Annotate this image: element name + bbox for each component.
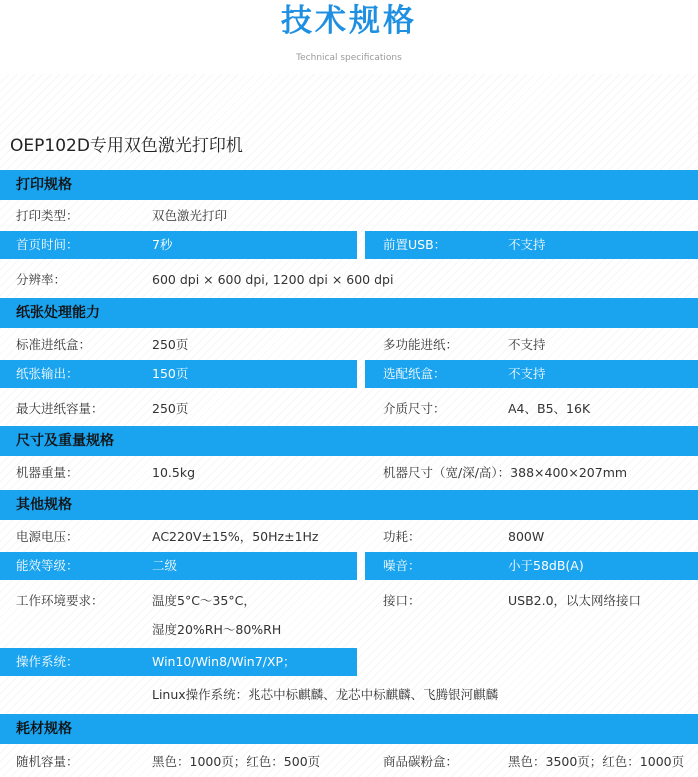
media-size-label: 介质尺寸： [383, 401, 446, 416]
media-size-value: A4、B5、16K [508, 401, 591, 416]
weight-label: 机器重量： [16, 465, 79, 480]
front-usb-value: 不支持 [508, 237, 546, 252]
opt-tray-label: 选配纸盒： [383, 366, 446, 381]
section-print-specs: 打印规格 [0, 170, 698, 200]
page-header [0, 0, 698, 74]
section-consumables: 耗材规格 [0, 714, 698, 744]
front-usb-label: 前置USB： [383, 237, 447, 252]
energy-value: 二级 [152, 558, 178, 573]
max-feed-value: 250页 [152, 401, 189, 416]
interface-value: USB2.0，以太网络接口 [508, 593, 642, 608]
section-other-specs: 其他规格 [0, 490, 698, 520]
included-capacity-label: 随机容量： [16, 754, 79, 769]
os-label: 操作系统： [16, 654, 79, 669]
environment-value-2: 湿度20%RH～80%RH [152, 622, 282, 637]
power-value: 800W [508, 529, 545, 544]
resolution-label: 分辨率： [16, 272, 67, 287]
page-title: 技术规格 [281, 3, 417, 39]
weight-value: 10.5kg [152, 465, 196, 480]
noise-label: 噪音： [383, 558, 421, 573]
first-page-value: 7秒 [152, 237, 173, 252]
toner-label: 商品碳粉盒： [383, 754, 459, 769]
environment-value: 温度5°C～35°C， [152, 593, 256, 608]
environment-label: 工作环境要求： [16, 593, 104, 608]
print-type-value: 双色激光打印 [152, 208, 228, 223]
std-tray-label: 标准进纸盒： [16, 337, 92, 352]
mp-feed-label: 多功能进纸： [383, 337, 459, 352]
dimensions-text: 机器尺寸（宽/深/高）：388×400×207mm [383, 465, 628, 480]
power-label: 功耗： [383, 529, 421, 544]
interface-label: 接口： [383, 593, 421, 608]
first-page-label: 首页时间： [16, 237, 79, 252]
max-feed-label: 最大进纸容量： [16, 401, 104, 416]
opt-tray-value: 不支持 [508, 366, 546, 381]
toner-value: 黑色：3500页；红色：1000页 [508, 754, 685, 769]
product-name: OEP102D专用双色激光打印机 [10, 136, 243, 156]
os-value: Win10/Win8/Win7/XP； [152, 654, 296, 669]
energy-label: 能效等级： [16, 558, 79, 573]
spec-sheet [0, 74, 698, 777]
output-value: 150页 [152, 366, 189, 381]
voltage-label: 电源电压： [16, 529, 79, 544]
std-tray-value: 250页 [152, 337, 189, 352]
section-size-weight: 尺寸及重量规格 [0, 426, 698, 456]
os-value-2: Linux操作系统：兆芯中标麒麟、龙芯中标麒麟、飞腾银河麒麟 [152, 687, 499, 702]
mp-feed-value: 不支持 [508, 337, 546, 352]
noise-value: 小于58dB(A) [508, 558, 584, 573]
resolution-value: 600 dpi × 600 dpi, 1200 dpi × 600 dpi [152, 272, 394, 287]
output-label: 纸张输出： [16, 366, 79, 381]
included-capacity-value: 黑色：1000页；红色：500页 [152, 754, 321, 769]
voltage-value: AC220V±15%，50Hz±1Hz [152, 529, 319, 544]
section-paper-handling: 纸张处理能力 [0, 298, 698, 328]
print-type-label: 打印类型： [16, 208, 79, 223]
page-subtitle: Technical specifications [296, 53, 402, 63]
